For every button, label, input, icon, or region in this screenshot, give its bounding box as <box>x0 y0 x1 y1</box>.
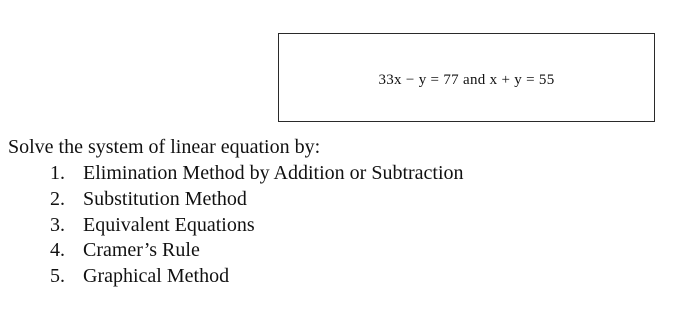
list-item-label: Elimination Method by Addition or Subtraction <box>83 162 464 184</box>
list-item <box>50 161 464 187</box>
list-item-label: Cramer’s Rule <box>83 239 200 262</box>
list-item-number: 3. <box>50 213 65 236</box>
list-item-number: 1. <box>50 162 65 184</box>
list-item-number: 5. <box>50 265 65 288</box>
method-list <box>50 161 464 290</box>
equation-box <box>278 33 655 122</box>
list-item-label: Equivalent Equations <box>83 213 255 236</box>
list-item <box>50 238 464 264</box>
list-item <box>50 264 464 290</box>
list-item-number: 4. <box>50 239 65 262</box>
list-item <box>50 213 464 239</box>
instruction-text: Solve the system of linear equation by: <box>8 136 321 158</box>
list-item-number: 2. <box>50 187 65 210</box>
list-item <box>50 187 464 213</box>
list-item-label: Graphical Method <box>83 265 230 288</box>
list-item-label: Substitution Method <box>83 187 247 210</box>
equation-text: 33x − y = 77 and x + y = 55 <box>378 72 555 88</box>
